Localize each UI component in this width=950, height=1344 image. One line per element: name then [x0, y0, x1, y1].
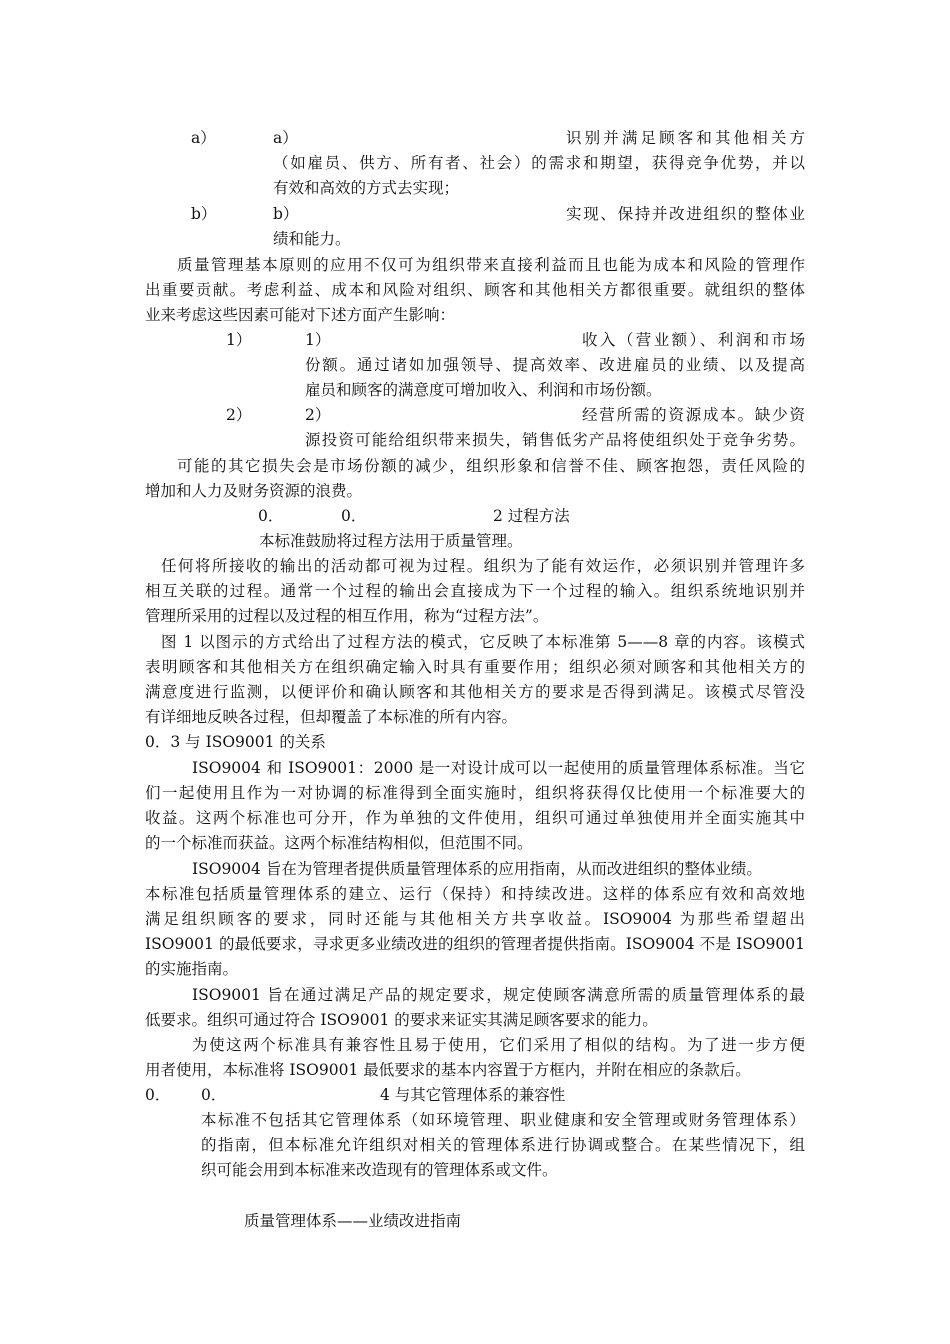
list-item-1-line: 雇员和顾客的满意度可增加收入、利润和市场份额。: [305, 381, 662, 399]
list-marker-b: b）: [191, 205, 217, 223]
section-number: 0．: [145, 1086, 171, 1104]
list-item-2-line: 经营所需的资源成本。缺少资: [582, 406, 805, 424]
section-number: 0．: [258, 507, 284, 525]
paragraph-line: ISO9004 和 ISO9001：2000 是一对设计成可以一起使用的质量管理体系标准。当它: [192, 759, 805, 777]
paragraph-line: 业来考虑这些因素可能对下述方面产生影响：: [145, 306, 456, 324]
paragraph-line: 增加和人力及财务资源的浪费。: [145, 482, 363, 500]
paragraph-line: ISO9001 的最低要求，寻求更多业绩改进的组织的管理者提供指南。ISO9004 不是 ISO9001: [145, 935, 805, 953]
paragraph-line: 低要求。组织可通过符合 ISO9001 的要求来证实其满足顾客要求的能力。: [145, 1011, 658, 1029]
paragraph-line: 本标准鼓励将过程方法用于质量管理。: [259, 532, 523, 550]
document-title: 质量管理体系——业绩改进指南: [244, 1212, 462, 1230]
paragraph-line: 管理所采用的过程以及过程的相互作用，称为“过程方法”。: [145, 607, 549, 625]
list-marker-2: 2）: [226, 406, 252, 424]
list-marker-b-repeat: b）: [273, 205, 299, 223]
paragraph-line: 质量管理基本原则的应用不仅可为组织带来直接利益而且也能为成本和风险的管理作: [177, 256, 805, 274]
paragraph-line: 有详细地反映各过程，但却覆盖了本标准的所有内容。: [145, 708, 518, 726]
paragraph-line: 收益。这两个标准也可分开，作为单独的文件使用，组织可通过单独使用并全面实施其中: [145, 809, 805, 827]
paragraph-line: 的指南，但本标准允许组织对相关的管理体系进行协调或整合。在某些情况下，组: [201, 1136, 805, 1154]
paragraph-line: 表明顾客和其他相关方在组织确定输入时具有重要作用；组织必须对顾客和其他相关方的: [145, 658, 805, 676]
paragraph-line: 图 1 以图示的方式给出了过程方法的模式，它反映了本标准第 5——8 章的内容。该模式: [161, 633, 805, 651]
list-item-a-line: 识别并满足顾客和其他相关方: [566, 129, 805, 147]
paragraph-line: 满意度进行监测，以便评价和确认顾客和其他相关方的要求是否得到满足。该模式尽管没: [145, 683, 805, 701]
list-marker-a: a）: [191, 129, 216, 147]
list-item-1-line: 份额。通过诸如加强领导、提高效率、改进雇员的业绩、以及提高: [305, 356, 805, 374]
section-title: 4 与其它管理体系的兼容性: [380, 1086, 566, 1104]
paragraph-line: 织可能会用到本标准来改造现有的管理体系或文件。: [201, 1161, 558, 1179]
paragraph-line: 的一个标准而获益。这两个标准结构相似，但范围不同。: [145, 834, 533, 852]
paragraph-line: ISO9001 旨在通过满足产品的规定要求，规定使顾客满意所需的质量管理体系的最: [192, 986, 805, 1004]
list-item-2-line: 源投资可能给组织带来损失，销售低劣产品将使组织处于竞争劣势。: [305, 431, 805, 449]
section-number-repeat: 0．: [341, 507, 367, 525]
list-item-b-line: 实现、保持并改进组织的整体业: [566, 205, 805, 223]
list-marker-1: 1）: [226, 331, 252, 349]
section-title: 2 过程方法: [493, 507, 570, 525]
paragraph-line: 本标准包括质量管理体系的建立、运行（保持）和持续改进。这样的体系应有效和高效地: [145, 885, 805, 903]
list-marker-1-repeat: 1）: [305, 331, 331, 349]
list-item-b-line: 绩和能力。: [273, 230, 351, 248]
paragraph-line: 满足组织顾客的要求，同时还能与其他相关方共享收益。ISO9004 为那些希望超出: [145, 910, 805, 928]
paragraph-line: 本标准不包括其它管理体系（如环境管理、职业健康和安全管理或财务管理体系）: [201, 1111, 805, 1129]
paragraph-line: 用者使用，本标准将 ISO9001 最低要求的基本内容置于方框内，并附在相应的条款后。: [145, 1061, 751, 1079]
paragraph-line: 为使这两个标准具有兼容性且易于使用，它们采用了相似的结构。为了进一步方便: [192, 1036, 805, 1054]
paragraph-line: 任何将所接收的输出的活动都可视为过程。组织为了能有效运作，必须识别并管理许多: [161, 557, 805, 575]
paragraph-line: 出重要贡献。考虑利益、成本和风险对组织、顾客和其他相关方都很重要。就组织的整体: [145, 281, 805, 299]
paragraph-line: 的实施指南。: [145, 960, 239, 978]
list-item-1-line: 收入（营业额）、利润和市场: [582, 331, 805, 349]
list-item-a-line: （如雇员、供方、所有者、社会）的需求和期望，获得竞争优势，并以: [273, 154, 805, 172]
section-heading: 0．3 与 ISO9001 的关系: [145, 733, 326, 751]
section-number-repeat: 0．: [201, 1086, 227, 1104]
paragraph-line: 相互关联的过程。通常一个过程的输出会直接成为下一个过程的输入。组织系统地识别并: [145, 582, 805, 600]
list-marker-a-repeat: a）: [273, 129, 298, 147]
paragraph-line: 可能的其它损失会是市场份额的减少，组织形象和信誉不佳、顾客抱怨，责任风险的: [177, 457, 805, 475]
paragraph-line: ISO9004 旨在为管理者提供质量管理体系的应用指南，从而改进组织的整体业绩。: [192, 860, 762, 878]
list-marker-2-repeat: 2）: [305, 406, 331, 424]
list-item-a-line: 有效和高效的方式去实现；: [273, 179, 460, 197]
paragraph-line: 们一起使用且作为一对协调的标准得到全面实施时，组织将获得仅比使用一个标准要大的: [145, 784, 805, 802]
